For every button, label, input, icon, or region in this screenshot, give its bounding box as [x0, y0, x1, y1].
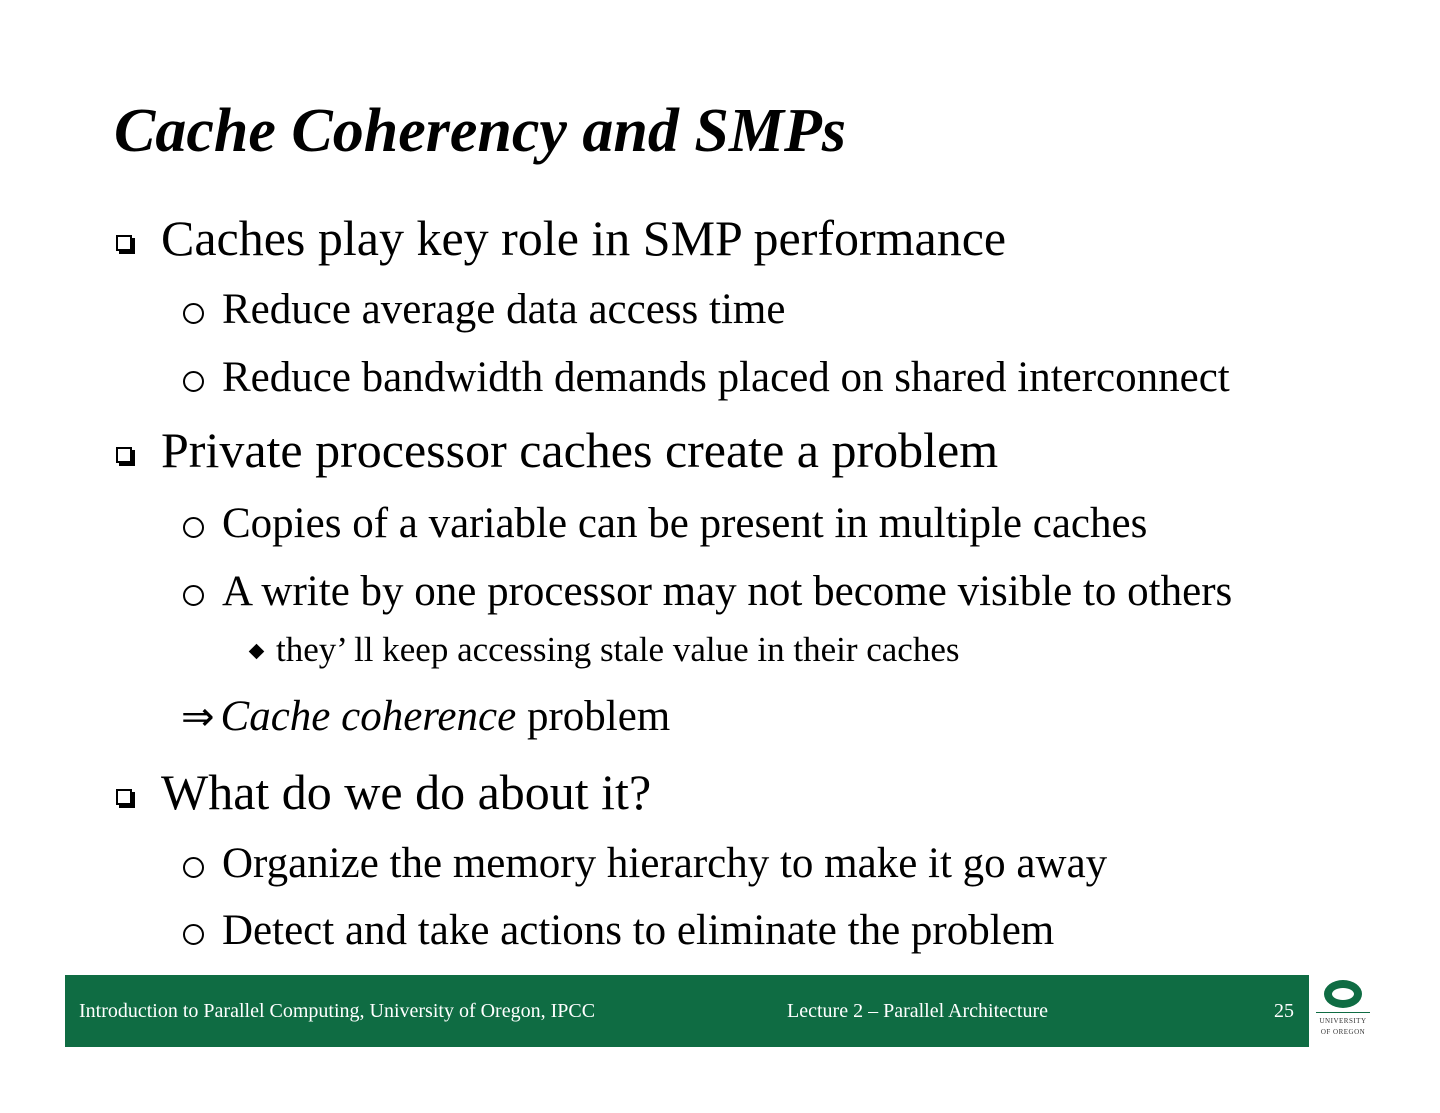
- footer-bar: [65, 975, 1309, 1047]
- sub-bullet-text: Reduce bandwidth demands placed on shared interconnect: [222, 354, 1230, 401]
- square-bullet-icon: [116, 447, 132, 463]
- bullet-item: [114, 422, 998, 480]
- logo-divider: [1316, 1012, 1370, 1013]
- implication-text: problem: [526, 693, 671, 740]
- bullet-item: [114, 764, 651, 822]
- square-bullet-icon: [116, 789, 132, 805]
- bullet-text: What do we do about it?: [161, 764, 652, 820]
- bullet-item: [114, 210, 1006, 268]
- diamond-bullet-icon: [249, 644, 265, 660]
- sub-bullet-text: Copies of a variable can be present in multiple caches: [222, 500, 1148, 547]
- sub-bullet-item: [181, 567, 1232, 616]
- sub-bullet-text: Reduce average data access time: [222, 286, 786, 333]
- circle-bullet-icon: [183, 303, 204, 324]
- footer-lecture-text: Lecture 2 – Parallel Architecture: [787, 1000, 1048, 1022]
- circle-bullet-icon: [183, 924, 204, 945]
- footer-course-text: Introduction to Parallel Computing, University of Oregon, IPCC: [79, 1000, 596, 1022]
- university-of-oregon-logo: [1313, 978, 1373, 1046]
- implication-line: [181, 692, 670, 741]
- bullet-text: Caches play key role in SMP performance: [161, 210, 1007, 266]
- circle-bullet-icon: [183, 857, 204, 878]
- circle-bullet-icon: [183, 585, 204, 606]
- page-number: 25: [1274, 1000, 1294, 1022]
- sub-bullet-text: Detect and take actions to eliminate the problem: [222, 907, 1055, 954]
- sub-sub-bullet-item: [248, 630, 960, 670]
- oregon-o-icon: [1324, 980, 1362, 1008]
- logo-text-line2: OF OREGON: [1320, 1028, 1366, 1036]
- circle-bullet-icon: [183, 517, 204, 538]
- sub-bullet-text: Organize the memory hierarchy to make it go away: [222, 840, 1108, 887]
- sub-bullet-item: [181, 906, 1054, 955]
- slide-title: Cache Coherency and SMPs: [114, 97, 846, 165]
- square-bullet-icon: [116, 235, 132, 251]
- sub-bullet-item: [181, 353, 1230, 402]
- sub-bullet-item: [181, 499, 1147, 548]
- logo-text-line1: UNIVERSITY: [1319, 1017, 1367, 1025]
- sub-bullet-item: [181, 839, 1107, 888]
- implies-arrow-icon: ⇒: [181, 694, 215, 740]
- circle-bullet-icon: [183, 371, 204, 392]
- sub-bullet-text: A write by one processor may not become visible to others: [222, 568, 1233, 615]
- sub-bullet-item: [181, 285, 785, 334]
- bullet-text: Private processor caches create a problem: [161, 422, 999, 478]
- sub-sub-bullet-text: they’ ll keep accessing stale value in their caches: [276, 630, 960, 669]
- cache-coherence-term: Cache coherence: [220, 693, 517, 740]
